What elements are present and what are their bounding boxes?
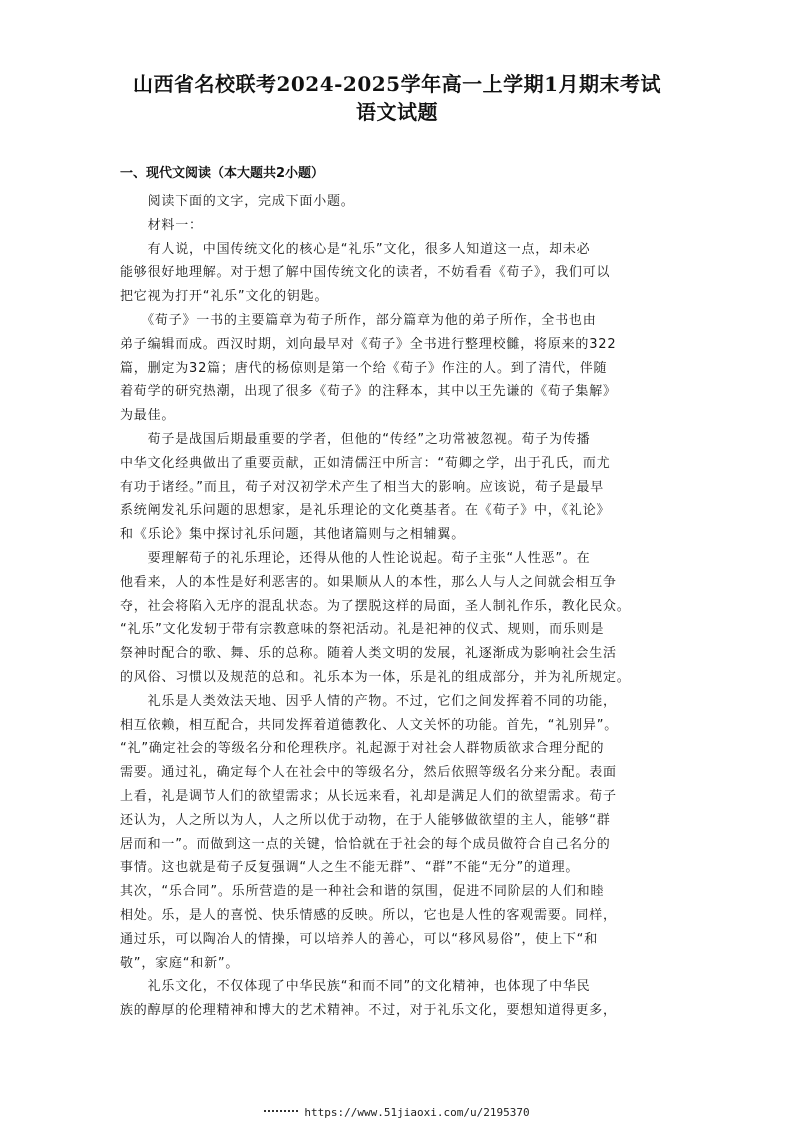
text-line: “礼乐”文化发轫于带有宗教意味的祭祀活动。礼是祀神的仪式、规则，而乐则是 [120, 622, 605, 638]
text-line: 篇，删定为32篇；唐代的杨倞则是第一个给《荀子》作注的人。到了清代，伴随 [120, 360, 608, 376]
text-line: “礼”确定社会的等级名分和伦理秩序。礼起源于对社会人群物质欲求合理分配的 [120, 741, 605, 757]
document-title-line1: 山西省名校联考2024-2025学年高一上学期1月期末考试 [132, 72, 662, 96]
text-line: 有人说，中国传统文化的核心是“礼乐”文化，很多人知道这一点，却未必 [120, 241, 591, 257]
text-line: 通过乐，可以陶冶人的情操，可以培养人的善心，可以“移风易俗”，使上下“和 [120, 931, 599, 947]
text-line: 有功于诸经。”而且，荀子对汉初学术产生了相当大的影响。应该说，荀子是最早 [120, 479, 605, 495]
text-line: 《荀子》一书的主要篇章为荀子所作，部分篇章为他的弟子所作，全书也由 [120, 313, 597, 328]
text-line: 还认为，人之所以为人，人之所以优于动物，在于人能够做欲望的主人，能够“群 [120, 812, 611, 828]
text-line: 事情。这也就是荀子反复强调“人之生不能无群”、“群”不能“无分”的道理。 [120, 860, 580, 876]
text-line: 相互依赖，相互配合，共同发挥着道德教化、人文关怀的功能。首先，“礼别异”。 [120, 717, 619, 733]
text-line: 其次，“乐合同”。乐所营造的是一种社会和谐的氛围，促进不同阶层的人们和睦 [120, 884, 605, 900]
text-line: 上看，礼是调节人们的欲望需求；从长远来看，礼却是满足人们的欲望需求。荀子 [120, 789, 617, 804]
text-line: 的风俗、习惯以及规范的总和。礼乐本为一体，乐是礼的组成部分，并为礼所规定。 [120, 670, 631, 685]
text-line: 祭神时配合的歌、舞、乐的总称。随着人类文明的发展，礼逐渐成为影响社会生活 [120, 646, 617, 662]
document-title-line2: 语文试题 [356, 100, 438, 124]
text-line: 把它视为打开“礼乐”文化的钥匙。 [120, 289, 329, 305]
text-line: 为最佳。 [120, 408, 176, 424]
text-line: 着荀学的研究热潮，出现了很多《荀子》的注释本，其中以王先谦的《荀子集解》 [120, 384, 617, 400]
text-line: 要理解荀子的礼乐理论，还得从他的人性论说起。荀子主张“人性恶”。在 [120, 551, 591, 566]
text-line: 居而和一”。而做到这一点的关键，恰恰就在于社会的每个成员做符合自己名分的 [120, 836, 611, 852]
text-line: 荀子是战国后期最重要的学者，但他的“传经”之功常被忽视。荀子为传播 [120, 432, 591, 447]
section-heading: 一、现代文阅读（本大题共2小题） [120, 166, 325, 181]
text-line: 礼乐是人类效法天地、因乎人情的产物。不过，它们之间发挥着不同的功能， [120, 693, 617, 709]
text-line: 阅读下面的文字，完成下面小题。 [120, 194, 355, 209]
text-line: 夺，社会将陷入无序的混乱状态。为了摆脱这样的局面，圣人制礼作乐，教化民众。 [120, 598, 631, 614]
text-line: 礼乐文化，不仅体现了中华民族“和而不同”的文化精神，也体现了中华民 [120, 979, 591, 995]
text-line: 中华文化经典做出了重要贡献，正如清儒汪中所言：“荀卿之学，出于孔氏，而尤 [120, 455, 611, 471]
page-footer [0, 1106, 794, 1119]
text-line: 相处。乐，是人的喜悦、快乐情感的反映。所以，它也是人性的客观需要。同样， [120, 908, 617, 923]
text-line: 他看来，人的本性是好利恶害的。如果顺从人的本性，那么人与人之间就会相互争 [120, 574, 617, 590]
text-line: 系统阐发礼乐问题的思想家，是礼乐理论的文化奠基者。在《荀子》中，《礼论》 [120, 503, 611, 519]
text-line: 族的醇厚的伦理精神和博大的艺术精神。不过，对于礼乐文化，要想知道得更多， [120, 1003, 617, 1019]
text-line: 材料一： [120, 217, 203, 233]
text-line: 需要。通过礼，确定每个人在社会中的等级名分，然后依照等级名分来分配。表面 [120, 765, 617, 781]
site-logo-icon [264, 1110, 298, 1117]
text-line: 和《乐论》集中探讨礼乐问题，其他诸篇则与之相辅翼。 [120, 527, 466, 543]
text-line: 敬”，家庭“和新”。 [120, 955, 240, 971]
text-line: 能够很好地理解。对于想了解中国传统文化的读者，不妨看看《荀子》，我们可以 [120, 265, 611, 281]
text-line: 弟子编辑而成。西汉时期，刘向最早对《荀子》全书进行整理校雠，将原来的322 [120, 336, 617, 352]
footer-url[interactable]: https://www.51jiaoxi.com/u/2195370 [304, 1106, 530, 1119]
